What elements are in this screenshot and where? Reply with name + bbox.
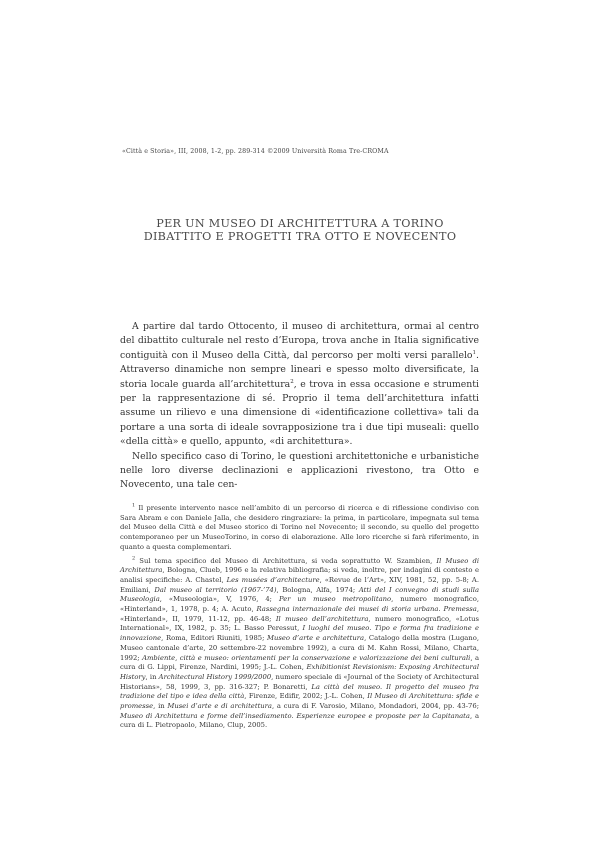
fn2-text-4: , Bologna, Alfa, 1974; bbox=[276, 585, 359, 594]
fn2-text-13: , numero speciale di «Journal of the Society of Architectural Historians», 58, 1999, 3, pp. 316-327; P. Bonaretti, bbox=[120, 672, 479, 691]
article-title bbox=[120, 217, 480, 243]
fn2-title-10: Ambiente, città e museo: orientamenti per la conservazione e valorizzazione dei beni culturali bbox=[142, 653, 471, 662]
fn2-title-11: Exhibitionist Revisionism: Exposing Architectural History bbox=[120, 663, 479, 681]
fn2-title-4: Atti del I convegno di studi sulla Museologia bbox=[120, 585, 479, 604]
fn2-title-2: Les musées d’architecture bbox=[226, 575, 320, 584]
fn2-title-3: Dal museo al territorio (1967-’74) bbox=[154, 585, 277, 594]
fn2-title-5: Per un museo metropolitano bbox=[278, 595, 392, 604]
fn2-text-5: , «Museologia», V, 1976, 4; bbox=[159, 595, 279, 604]
footnote-2 bbox=[120, 557, 479, 732]
paragraph-2: Nello specifico caso di Torino, le questioni architettoniche e urbanistiche nelle loro diverse declinazioni e applicazioni rivestono, tra Otto e Novecento, una tale cen- bbox=[120, 450, 479, 491]
paragraph-1-part-c: , e trova in essa occasione e strumenti per la rappresentazione di sé. Proprio il tema dell’architettura infatti assume un rilievo e una dimensione di «identificazione collettiva» tali da portare a una sorta di ideale sovrapposizione tra i due tipi museali: quello «della città» e quello, appunto, «di architettura». bbox=[120, 378, 479, 448]
footnote-1-number: 1 bbox=[132, 502, 136, 509]
fn2-title-14: Il Museo di Architettura: sfide e promesse bbox=[120, 692, 479, 711]
fn2-text-14: , Firenze, Edifir, 2002; J.-L. Cohen, bbox=[244, 692, 368, 701]
paragraph-1-part-a: A partire dal tardo Ottocento, il museo di architettura, ormai al centro del dibattito culturale nel resto d’Europa, trova anche in Italia significative contiguità con il Museo della Città, dal percorso per molti versi parallelo bbox=[120, 321, 479, 361]
fn2-title-13: La città del museo. Il progetto del museo fra tradizione del tipo e idea della città bbox=[120, 682, 479, 701]
title-line-1: PER UN MUSEO DI ARCHITETTURA A TORINO bbox=[156, 217, 444, 230]
fn2-text-3: , «Revue de l’Art», XIV, 1981, 52, pp. 5-8; A. Emiliani, bbox=[120, 575, 479, 594]
fn2-text-2: , Bologna, Clueb, 1996 e la relativa bibliografia; si veda, inoltre, per indagini di contesto e analisi specifiche: A. Chastel, bbox=[120, 566, 479, 584]
fn2-text-15: , in bbox=[153, 702, 168, 711]
fn2-title-15: Musei d’arte e di architettura bbox=[167, 702, 272, 711]
fn2-text-10: , Catalogo della mostra (Lugano, Museo cantonale d’arte, 20 settembre-22 novembre 1992), a cura di M. Kahn Rossi, Milano, Charta, 1992; bbox=[120, 634, 479, 662]
fn2-title-9: Museo d’arte e architettura bbox=[267, 634, 365, 643]
title-line-2: DIBATTITO E PROGETTI TRA OTTO E NOVECENTO bbox=[143, 230, 457, 243]
fn2-text-1: Sul tema specifico del Museo di Architettura, si veda soprattutto W. Szambien, bbox=[135, 556, 437, 565]
fn2-title-12: Architectural History 1999/2000 bbox=[158, 672, 272, 681]
fn2-text-6: , numero monografico, «Hinterland», 1, 1978, p. 4; A. Acuto, bbox=[120, 595, 479, 614]
paragraph-1-part-b: . Attraverso dinamiche non sempre lineari e spesso molto diversificate, la storia locale guarda all’architettura bbox=[120, 349, 479, 390]
running-head: «Città e Storia», III, 2008, 1-2, pp. 289-314 ©2009 Università Roma Tre-CROMA bbox=[122, 148, 389, 155]
fn2-title-7: Il museo dell’architettura bbox=[275, 614, 369, 623]
fn2-title-16: Museo di Architettura e forme dell’insediamento. Esperienze europee e proposte per la Capitanata bbox=[120, 711, 470, 720]
fn2-text-9: , Roma, Editori Riuniti, 1985; bbox=[161, 634, 268, 643]
fn2-text-8: , numero monografico, «Lotus International», IX, 1982, p. 35; L. Basso Peressut, bbox=[120, 614, 479, 633]
fn2-text-12: , in bbox=[145, 672, 159, 681]
fn2-title-1: Il Museo di Architettura bbox=[120, 556, 479, 575]
fn2-text-11: , a cura di G. Lippi, Firenze, Nardini, 1995; J.-L. Cohen, bbox=[120, 653, 479, 672]
fn2-text-7: , «Hinterland», II, 1979, 11-12, pp. 46-48; bbox=[120, 605, 479, 623]
fn2-text-16: , a cura di F. Varosio, Milano, Mondadori, 2004, pp. 43-76; bbox=[271, 702, 479, 711]
fn2-title-6: Rassegna internazionale dei musei di storia urbana. Premessa bbox=[256, 605, 477, 614]
footnote-1 bbox=[120, 504, 479, 553]
fn2-text-17: , a cura di L. Pietropaolo, Milano, Clup, 2005. bbox=[120, 711, 479, 730]
footnotes bbox=[120, 504, 479, 735]
footnote-ref-2[interactable]: 2 bbox=[290, 378, 294, 385]
footnote-1-text: Il presente intervento nasce nell’ambito di un percorso di ricerca e di riflessione condiviso con Sara Abram e con Daniele Jalla, che desidero ringraziare: la prima, in particolare, impegnata sul tema del Museo della Città e del Museo storico di Torino nel Novecento; il secondo, su quello del progetto contemporaneo per un MuseoTorino, in corso di elaborazione. Alle loro ricerche si farà riferimento, in quanto a questa complementari. bbox=[120, 504, 479, 551]
footnote-ref-1[interactable]: 1 bbox=[472, 349, 477, 356]
paragraph-1 bbox=[120, 320, 479, 450]
body-text bbox=[120, 320, 479, 493]
footnote-2-number: 2 bbox=[132, 555, 136, 562]
fn2-title-8: I luoghi del museo. Tipo e forma fra tradizione e innovazione bbox=[120, 624, 480, 643]
